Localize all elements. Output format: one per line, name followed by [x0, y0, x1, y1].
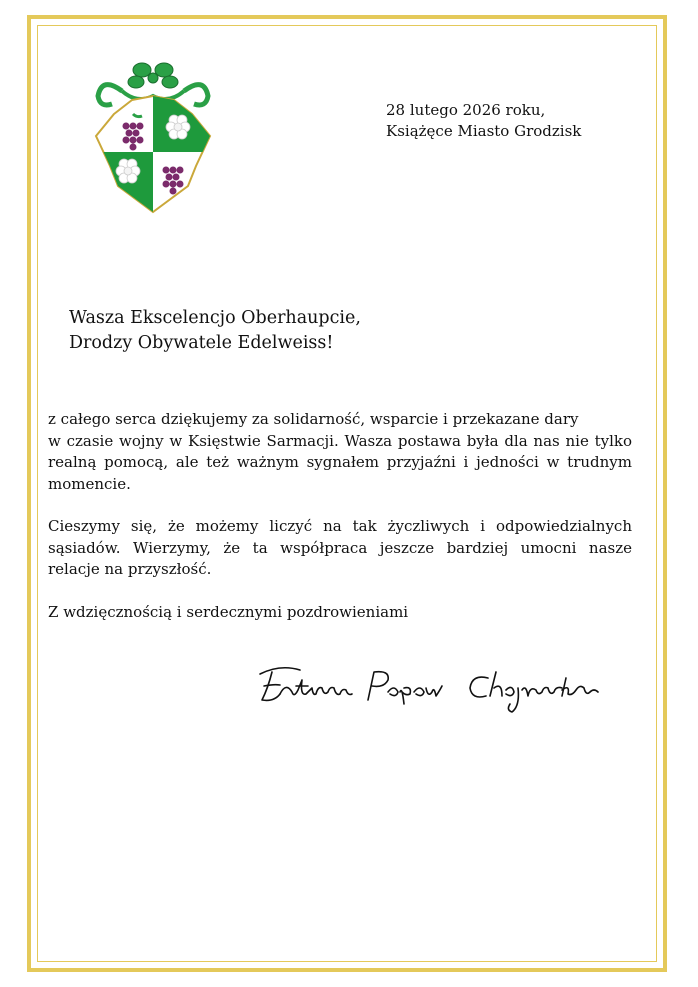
- paragraph-1-line: w czasie wojny w Księstwie Sarmacji. Wasza postawa była dla nas nie tylko: [48, 431, 632, 450]
- letter-date: 28 lutego 2026 roku,: [386, 101, 546, 119]
- paragraph-1-line: z całego serca dziękujemy za solidarność, wsparcie i przekazane dary: [48, 410, 579, 428]
- paragraph-2-line: sąsiadów. Wierzymy, że ta współpraca jeszcze bardziej umocni nasze: [48, 538, 632, 557]
- date-place-block: [386, 100, 581, 142]
- body-paragraph-1: [48, 409, 678, 495]
- paragraph-2-line: Cieszymy się, że możemy liczyć na tak życzliwych i odpowiedzialnych: [48, 517, 632, 535]
- paragraph-1-line: realną pomocą, ale też ważnym sygnałem przyjaźni i jedności w trudnym: [48, 453, 632, 471]
- handwritten-signature: [250, 660, 635, 720]
- letter-place: Książęce Miasto Grodzisk: [386, 122, 582, 140]
- salutation-line-1: Wasza Ekscelencjo Oberhaupcie,: [69, 308, 361, 328]
- paragraph-2-line: relacje na przyszłość.: [48, 560, 212, 578]
- paragraph-1-line: momencie.: [48, 474, 131, 493]
- coat-of-arms-icon: [92, 56, 214, 216]
- body-paragraph-2: [48, 516, 678, 581]
- salutation: [69, 306, 361, 356]
- salutation-line-2: Drodzy Obywatele Edelweiss!: [69, 333, 334, 353]
- closing-line: Z wdzięcznością i serdecznymi pozdrowieniami: [48, 603, 409, 621]
